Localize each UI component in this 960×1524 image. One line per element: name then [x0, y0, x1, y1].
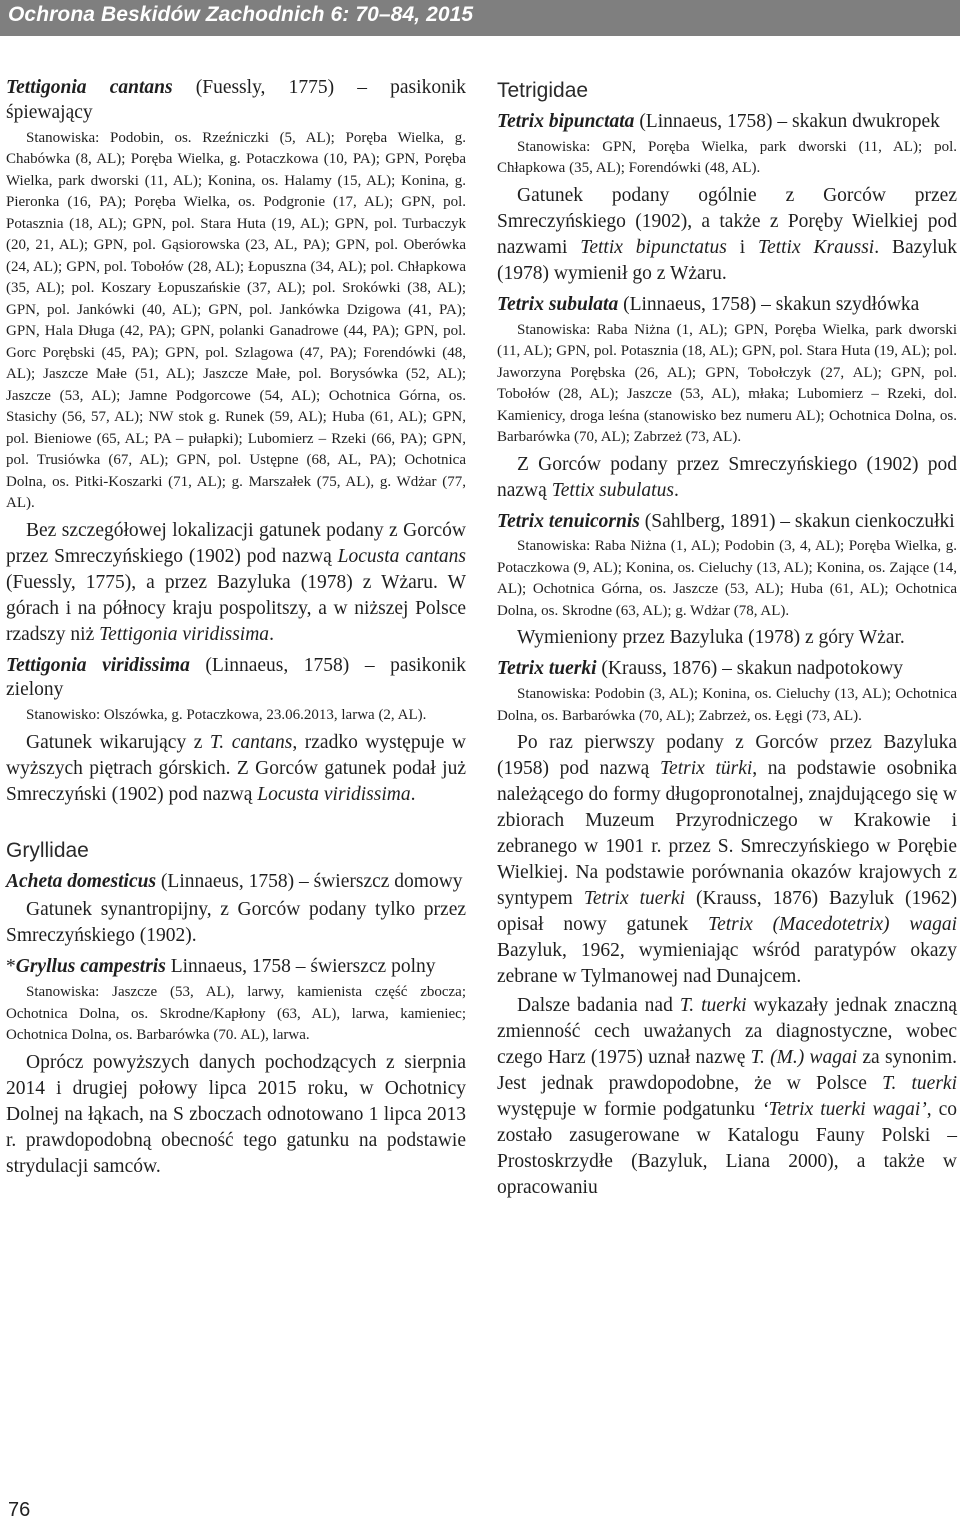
left-column: [6, 76, 466, 1180]
localities-tettigonia-cantans: Stanowiska: Podobin, os. Rzeźniczki (5, AL); Poręba Wielka, g. Chabówka (8, AL); Poręba Wielka, g. Potaczkowa (10, PA); GPN, Poręba Wielka, park dworski (11, AL); Konina, os. Halamy (15, AL); Konina, g. Pieronka (16, PA); Poręba Wielka, os. Podgronie (17, AL); GPN, pol. Potasznia (18, AL); GPN, pol. Stara Huta (19, AL); GPN, pol. Turbaczyk (20, 21, AL); GPN, pol. Gąsiorowska (23, AL, PA); GPN, pol. Oberówka (24, AL); GPN, pol. Tobołów (28, AL); Łopuszna (34, AL); pol. Chłapkowa (35, AL); pol. Koszary Łopuszańskie (37, AL); pol. Srokówki (38, AL); GPN, pol. Jankówki (40, AL); GPN, pol. Jankówka Dzigowa (41, PA); GPN, Hala Długa (42, PA); GPN, polanki Ganadrowe (44, PA); GPN, pol. Gorc Porębski (45, PA); GPN, pol. Szlagowa (47, PA); Forendówki (48, AL); Jaszcze Małe (51, AL); Jaszcze Małe, pol. Borysówka (52, AL); Jaszcze (53, AL); Jamne Podgorcowe (54, AL); Ochotnica Górna, os. Stasichy (56, 57, AL); NW stok g. Runek (59, AL); Huba (61, AL); GPN, pol. Bieniowe (65, AL; PA – pułapki); Lubomierz – Rzeki (66, PA); GPN, pol. Trusiówka (67, AL); GPN, pol. Ustępne (68, AL, PA); Ochotnica Dolna, os. Pitki-Koszarki (71, AL); g. Marszałek (75, AL), g. Wdżar (77, AL).: [6, 129, 466, 512]
localities-tetrix-subulata: Stanowiska: Raba Niżna (1, AL); GPN, Poręba Wielka, park dworski (11, AL); GPN, pol. Potasznia (18, AL); GPN, pol. Stara Huta (19, AL); pol. Jaworzyna Porębska (26, AL); GPN, Tobołczyk (27, AL); GPN, pol. Tobołów (28, AL); Jaszcze (53, AL), młaka; Lubomierz – Rzeki, dol. Kamienicy, droga leśna (stanowisko bez numeru AL); Ochotnica Dolna, os. Barbarówka (70, AL); Zabrzeż (73, AL).: [497, 321, 957, 446]
species-heading-tetrix-bipunctata: Tetrix bipunctata (Linnaeus, 1758) – skakun dwukropek: [497, 111, 940, 132]
text-gryllus-campestris: Oprócz powyższych danych pochodzących z sierpnia 2014 i drugiej połowy lipca 2015 roku, w Ochotnicy Dolnej na łąkach, na S zboczach odnotowano 1 lipca 2013 r. prawdopodobną obecność tego gatunku na podstawie strydulacji samców.: [6, 1051, 466, 1177]
text-tetrix-tuerki-paragraph-1: Po raz pierwszy podany z Gorców przez Bazyluka (1958) pod nazwą Tetrix türki, na podstawie osobnika należącego do formy długopronotalnej, znajdującego się w zbiorach Muzeum Przyrodniczego w Krakowie i zebranego w 1901 r. przez S. Smreczyńskiego w Porębie Wielkiej. Na podstawie porównania okazów krajowych z syntypem Tetrix tuerki (Krauss, 1876) Bazyluk (1962) opisał nowy gatunek Tetrix (Macedotetrix) wagai Bazyluk, 1962, wymieniając wśród paratypów okazy zebrane w Tylmanowej nad Dunajcem.: [497, 732, 958, 988]
text-tetrix-tuerki-paragraph-2: Dalsze badania nad T. tuerki wykazały jednak znaczną zmienność cech uważanych za diagnostyczne, wobec czego Harz (1975) uznał nazwę T. (M.) wagai za synonim. Jest jednak prawdopodobne, że w Polsce T. tuerki występuje w formie podgatunku ‘Tetrix tuerki wagai’, co zostało zasugerowane w Katalogu Fauny Polski – Prostoskrzydłe (Bazyluk, Liana 2000), a także w opracowaniu: [497, 995, 958, 1199]
species-heading-tetrix-tuerki: Tetrix tuerki (Krauss, 1876) – skakun nadpotokowy: [497, 658, 904, 680]
species-heading-tetrix-tenuicornis: Tetrix tenuicornis (Sahlberg, 1891) – skakun cienkoczułki: [497, 510, 955, 532]
localities-tettigonia-viridissima: Stanowisko: Olszówka, g. Potaczkowa, 23.06.2013, larwa (2, AL).: [26, 707, 427, 724]
journal-header: [0, 0, 960, 36]
localities-tetrix-tenuicornis: Stanowiska: Raba Niżna (1, AL); Podobin (3, 4, AL); Poręba Wielka, g. Potaczkowa (9, AL); Konina, os. Cieluchy (13, AL); Konina, os. Zające (14, AL); Ochotnica Górna, os. Jaszcze (53, AL); Huba (61, AL); Ochotnica Dolna, os. Skrodne (63, AL); g. Wdżar (78, AL).: [497, 538, 957, 619]
localities-tetrix-bipunctata: Stanowiska: GPN, Poręba Wielka, park dworski (11, AL); pol. Chłapkowa (35, AL); Forendówki (48, AL).: [497, 138, 957, 177]
text-acheta-domesticus: Gatunek synantropijny, z Gorców podany tylko przez Smreczyńskiego (1902).: [6, 899, 466, 947]
right-column: [497, 76, 957, 1201]
text-tetrix-bipunctata: Gatunek podany ogólnie z Gorców przez Smreczyńskiego (1902), a także z Poręby Wielkiej pod nazwami Tettix bipunctatus i Tettix Kraussi. Bazyluk (1978) wymienił go z Wżaru.: [497, 184, 957, 284]
text-tetrix-subulata: Z Gorców podany przez Smreczyńskiego (1902) pod nazwą Tettix subulatus.: [497, 453, 957, 501]
family-heading-tetrigidae: Tetrigidae: [497, 79, 589, 102]
species-heading-tetrix-subulata: Tetrix subulata (Linnaeus, 1758) – skakun szydłówka: [497, 293, 920, 315]
text-tettigonia-viridissima: Gatunek wikarujący z T. cantans, rzadko występuje w wyższych piętrach górskich. Z Gorców gatunek podał już Smreczyński (1902) pod nazwą Locusta viridissima.: [6, 731, 467, 805]
species-heading-gryllus-campestris: *Gryllus campestris Linnaeus, 1758 – świerszcz polny: [6, 956, 436, 978]
species-heading-tettigonia-cantans: Tettigonia cantans (Fuessly, 1775) – pasikonik śpiewający: [6, 77, 466, 123]
localities-gryllus-campestris: Stanowiska: Jaszcze (53, AL), larwy, kamienista część zbocza; Ochotnica Dolna, os. Skrodne/Kapłony (63, AL), larwa, kamieniec; Ochotnica Dolna, os. Barbarówka (70. AL), larwa.: [6, 984, 466, 1044]
localities-tetrix-tuerki: Stanowiska: Podobin (3, AL); Konina, os. Cieluchy (13, AL); Ochotnica Dolna, os. Barbarówka (70, AL); Zabrzeż, os. Łęgi (73, AL).: [497, 686, 957, 724]
page-number: 76: [8, 1499, 31, 1521]
species-heading-tettigonia-viridissima: Tettigonia viridissima (Linnaeus, 1758) – pasikonik zielony: [6, 654, 466, 701]
text-tettigonia-cantans: Bez szczegółowej lokalizacji gatunek podany z Gorców przez Smreczyńskiego (1902) pod nazwą Locusta cantans (Fuessly, 1775), a przez Bazyluka (1978) z Wżaru. W górach i na północy kraju pospolitszy, a w niższej Polsce rzadszy niż Tettigonia viridissima.: [6, 519, 466, 645]
family-heading-gryllidae: Gryllidae: [6, 838, 89, 862]
species-heading-acheta-domesticus: Acheta domesticus (Linnaeus, 1758) – świerszcz domowy: [6, 870, 463, 892]
text-tetrix-tenuicornis: Wymieniony przez Bazyluka (1978) z góry Wżar.: [517, 627, 905, 649]
journal-title: Ochrona Beskidów Zachodnich 6: 70–84, 2015: [8, 3, 474, 26]
